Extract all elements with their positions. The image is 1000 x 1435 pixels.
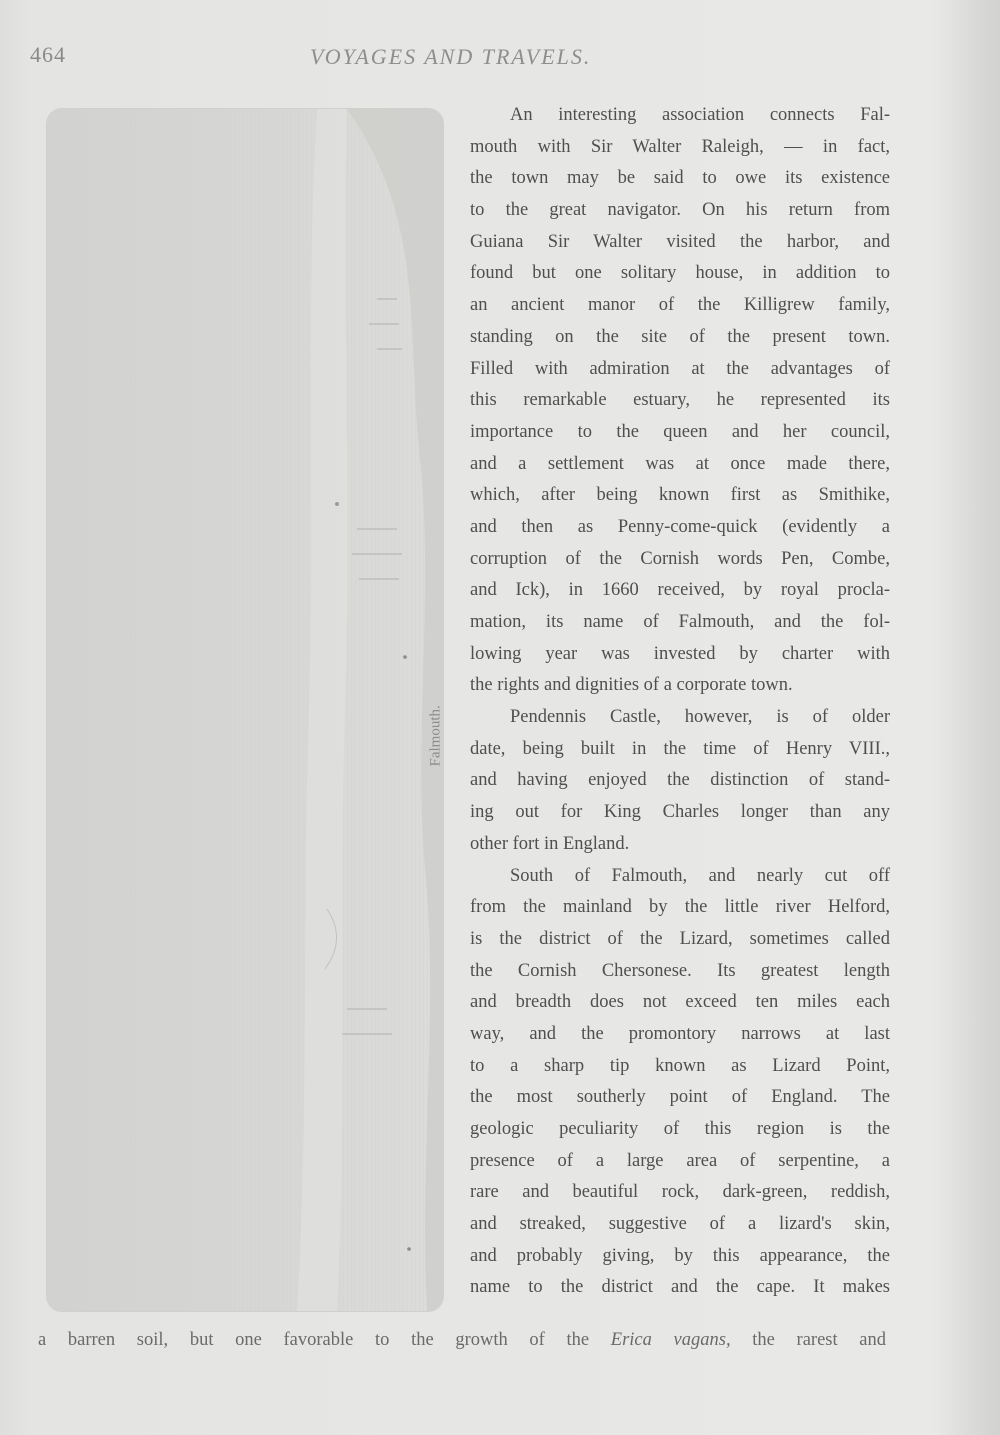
text-line: importance to the queen and her council, (470, 421, 890, 442)
text-line: corruption of the Cornish words Pen, Combe, (470, 548, 890, 569)
text-line: name to the district and the cape. It makes (470, 1277, 890, 1298)
text-line: standing on the site of the present town. (470, 326, 890, 347)
text-line: other fort in England. (470, 833, 630, 854)
text-line: Pendennis Castle, however, is of older (510, 707, 890, 728)
body-text-column (470, 100, 890, 1304)
bottom-line-text-end: the rarest and (730, 1330, 886, 1350)
text-line: and breadth does not exceed ten miles each (470, 992, 890, 1013)
page-edge-shadow (938, 0, 1000, 1435)
text-line: the most southerly point of England. The (470, 1087, 890, 1108)
text-line: to the great navigator. On his return from (470, 200, 890, 221)
text-line: which, after being known first as Smithike, (470, 485, 890, 506)
text-line: to a sharp tip known as Lizard Point, (470, 1055, 890, 1076)
text-line: rare and beautiful rock, dark-green, reddish, (470, 1182, 890, 1203)
species-name-italic: Erica vagans, (610, 1330, 731, 1350)
text-line: geologic peculiarity of this region is the (470, 1119, 890, 1139)
text-line: the rights and dignities of a corporate town. (470, 675, 793, 696)
text-line: South of Falmouth, and nearly cut off (510, 865, 890, 886)
text-line: An interesting association connects Fal- (510, 105, 890, 125)
text-line: and streaked, suggestive of a lizard's skin, (470, 1214, 890, 1235)
text-line: ing out for King Charles longer than any (470, 802, 890, 823)
bottom-full-width-line (38, 1324, 886, 1356)
text-line: and having enjoyed the distinction of stand- (470, 770, 890, 791)
text-line: and a settlement was at once made there, (470, 453, 890, 474)
page-number: 464 (30, 42, 66, 67)
text-line: lowing year was invested by charter with (470, 643, 890, 664)
text-line: an ancient manor of the Killigrew family, (470, 295, 890, 316)
text-line: is the district of the Lizard, sometimes called (470, 928, 890, 949)
text-line: Filled with admiration at the advantages of (470, 358, 890, 379)
text-line: from the mainland by the little river Helford, (470, 897, 890, 918)
text-line: the town may be said to owe its existence (470, 168, 890, 189)
text-line: mation, its name of Falmouth, and the fol- (470, 612, 890, 632)
bottom-line-text: a barren soil, but one favorable to the growth of the (38, 1330, 611, 1350)
text-line: presence of a large area of serpentine, a (470, 1150, 890, 1171)
text-line: found but one solitary house, in addition to (470, 263, 890, 284)
running-title: VOYAGES AND TRAVELS. (310, 44, 592, 69)
text-line: Guiana Sir Walter visited the harbor, and (470, 231, 890, 252)
figure-caption: Falmouth. (427, 705, 444, 767)
text-line: way, and the promontory narrows at last (470, 1023, 890, 1044)
text-line: and then as Penny-come-quick (evidently a (470, 516, 890, 537)
text-line: and probably giving, by this appearance, the (470, 1245, 890, 1266)
text-line: this remarkable estuary, he represented its (470, 390, 890, 411)
engraving-illustration (46, 108, 444, 1312)
text-line: date, being built in the time of Henry VIII., (470, 738, 890, 759)
text-line: and Ick), in 1660 received, by royal procla- (470, 580, 890, 601)
harbor-engraving-image (47, 109, 443, 1311)
text-line: mouth with Sir Walter Raleigh, — in fact, (470, 136, 890, 157)
text-line: the Cornish Chersonese. Its greatest length (470, 960, 890, 981)
